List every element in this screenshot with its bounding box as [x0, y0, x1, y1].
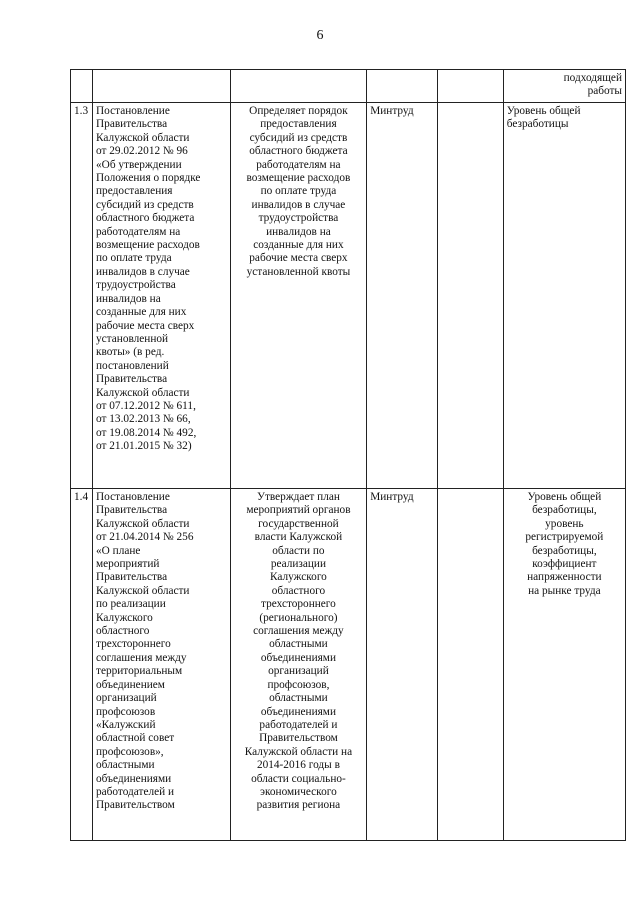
cell-indicator: Уровень общей безработицы, уровень регистрируемой безработицы, коэффициент напряженности на рынке труда	[503, 489, 625, 841]
table-row-continuation	[71, 70, 626, 103]
cell-description: Определяет порядок предоставления субсидий из средств областного бюджета работодателям на возмещение расходов по оплате труда инвалидов в случае трудоустройства инвалидов на созданные для них рабочие места сверх установленной квоты	[230, 103, 367, 489]
cell-executor	[367, 70, 437, 103]
table-row	[71, 489, 626, 841]
cell-empty	[437, 70, 503, 103]
program-table	[70, 69, 626, 841]
table-row	[71, 103, 626, 489]
cell-indicator: Уровень общей безработицы	[503, 103, 625, 489]
cell-name: Постановление Правительства Калужской области от 21.04.2014 № 256 «О плане мероприятий Правительства Калужской области по реализации Калужского областного трехстороннего соглашения между территориальным объединением организаций профсоюзов «Калужский областной совет профсоюзов», областными объединениями работодателей и Правительством	[93, 489, 231, 841]
cell-indicator: подходящей работы	[503, 70, 625, 103]
cell-empty	[437, 489, 503, 841]
cell-executor: Минтруд	[367, 103, 437, 489]
cell-num	[71, 70, 93, 103]
cell-empty	[437, 103, 503, 489]
cell-num: 1.3	[71, 103, 93, 489]
cell-num: 1.4	[71, 489, 93, 841]
page-number: 6	[316, 28, 324, 43]
cell-description: Утверждает план мероприятий органов государственной власти Калужской области по реализации Калужского областного трехстороннего (регионального) соглашения между областными объединениями организаций профсоюзов, областными объединениями работодателей и Правительством Калужской области на 2014-2016 годы в области социально- экономического развития региона	[230, 489, 367, 841]
cell-executor: Минтруд	[367, 489, 437, 841]
cell-name	[93, 70, 231, 103]
cell-name: Постановление Правительства Калужской области от 29.02.2012 № 96 «Об утверждении Положения о порядке предоставления субсидий из средств областного бюджета работодателям на возмещение расходов по оплате труда инвалидов в случае трудоустройства инвалидов на созданные для них рабочие места сверх установленной квоты» (в ред. постановлений Правительства Калужской области от 07.12.2012 № 611, от 13.02.2013 № 66, от 19.08.2014 № 492, от 21.01.2015 № 32)	[93, 103, 231, 489]
cell-description	[230, 70, 367, 103]
